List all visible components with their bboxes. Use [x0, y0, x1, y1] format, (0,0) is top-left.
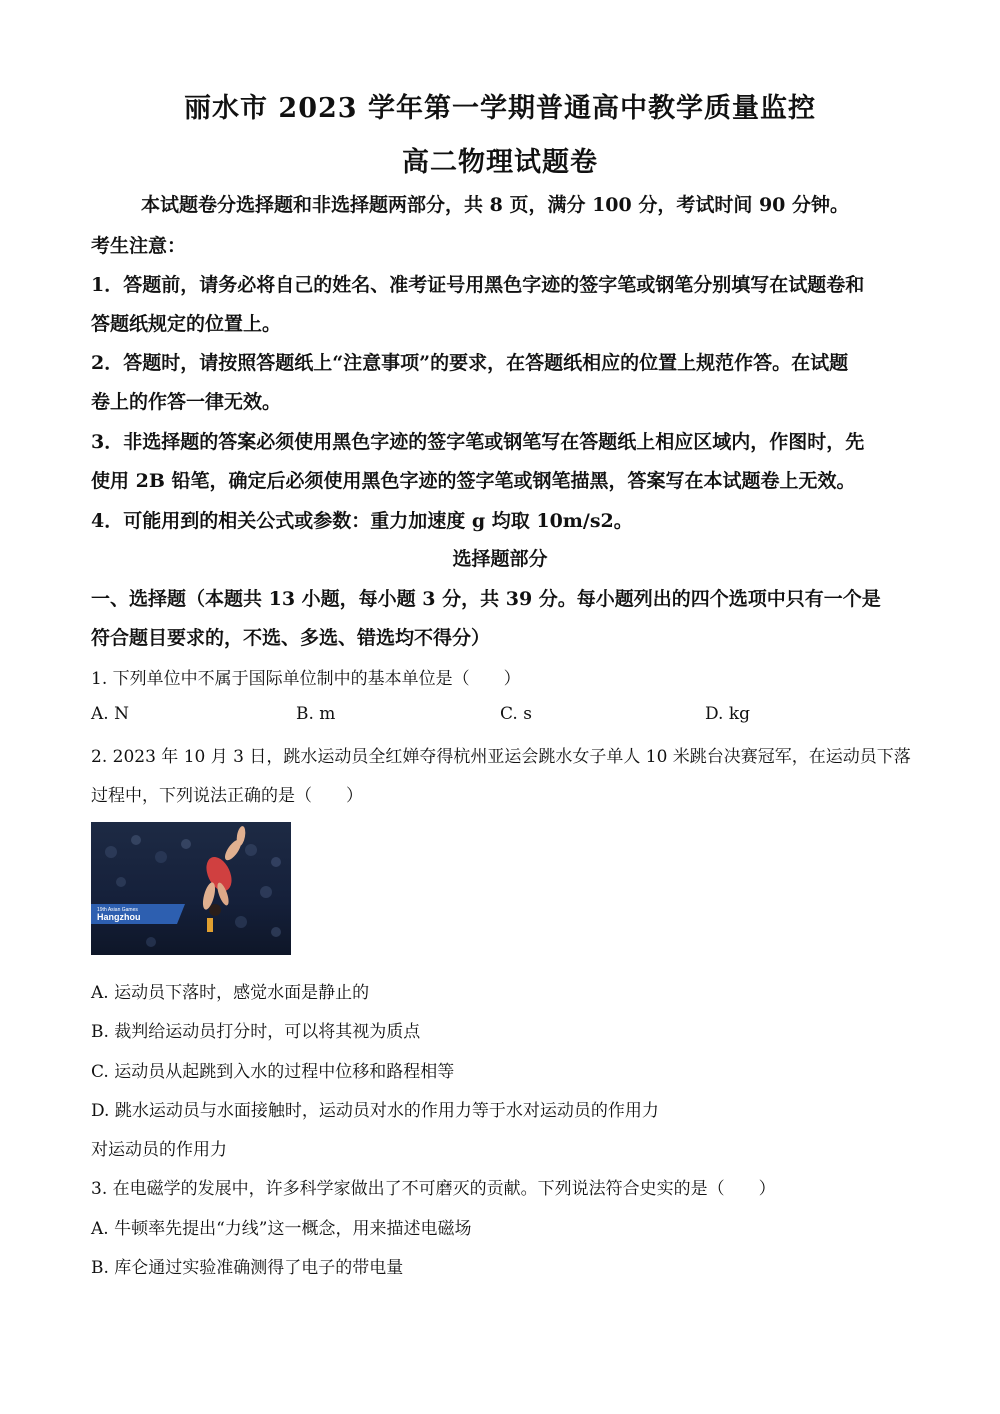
notice-line: 2．答题时，请按照答题纸上“注意事项”的要求，在答题纸相应的位置上规范作答。在试题: [91, 352, 849, 374]
q1-option-a: A. N: [91, 704, 129, 724]
section-heading: 一、选择题（本题共 13 小题，每小题 3 分，共 39 分。每小题列出的四个选项中只有一个是: [91, 588, 881, 610]
diver-photo: [91, 822, 291, 955]
photo-banner-small: 19th Asian Games: [97, 907, 138, 913]
q2-stem: 过程中，下列说法正确的是（ ）: [91, 786, 363, 806]
q2-stem: 2. 2023 年 10 月 3 日，跳水运动员全红婵夺得杭州亚运会跳水女子单人 10 米跳台决赛冠军，在运动员下落: [91, 747, 911, 767]
q2-option-a: A. 运动员下落时，感觉水面是静止的: [91, 983, 370, 1003]
section-title: 选择题部分: [452, 548, 548, 570]
exam-title: 丽水市 2023 学年第一学期普通高中教学质量监控: [184, 93, 816, 124]
notice-heading: 考生注意：: [91, 235, 187, 257]
q2-option-d: D. 跳水运动员与水面接触时，运动员对水的作用力等于水对运动员的作用力: [91, 1101, 659, 1121]
q1-stem: 1. 下列单位中不属于国际单位制中的基本单位是（ ）: [91, 669, 521, 689]
q3-option-a: A. 牛顿率先提出“力线”这一概念，用来描述电磁场: [91, 1219, 472, 1239]
q2-option-d-continued: 对运动员的作用力: [91, 1140, 227, 1160]
notice-line: 卷上的作答一律无效。: [91, 391, 282, 413]
intro-text: 本试题卷分选择题和非选择题两部分，共 8 页，满分 100 分，考试时间 90 分钟。: [141, 194, 850, 216]
notice-line: 答题纸规定的位置上。: [91, 313, 282, 335]
q1-option-d: D. kg: [705, 704, 751, 724]
q2-option-c: C. 运动员从起跳到入水的过程中位移和路程相等: [91, 1062, 455, 1082]
notice-line: 1．答题前，请务必将自己的姓名、准考证号用黑色字迹的签字笔或钢笔分别填写在试题卷和: [91, 274, 865, 296]
q1-option-c: C. s: [500, 704, 532, 724]
q3-option-b: B. 库仑通过实验准确测得了电子的带电量: [91, 1258, 404, 1278]
q2-option-b: B. 裁判给运动员打分时，可以将其视为质点: [91, 1022, 421, 1042]
photo-banner-text: Hangzhou: [97, 912, 141, 922]
notice-line: 4．可能用到的相关公式或参数：重力加速度 g 均取 10m/s2。: [91, 510, 633, 532]
notice-line: 3．非选择题的答案必须使用黑色字迹的签字笔或钢笔写在答题纸上相应区域内，作图时，先: [91, 431, 865, 453]
section-heading: 符合题目要求的，不选、多选、错选均不得分）: [91, 627, 491, 649]
notice-line: 使用 2B 铅笔，确定后必须使用黑色字迹的签字笔或钢笔描黑，答案写在本试题卷上无效。: [91, 470, 856, 492]
q1-option-b: B. m: [296, 704, 336, 724]
exam-subtitle: 高二物理试题卷: [402, 147, 598, 178]
q3-stem: 3. 在电磁学的发展中，许多科学家做出了不可磨灭的贡献。下列说法符合史实的是（ ）: [91, 1179, 776, 1199]
